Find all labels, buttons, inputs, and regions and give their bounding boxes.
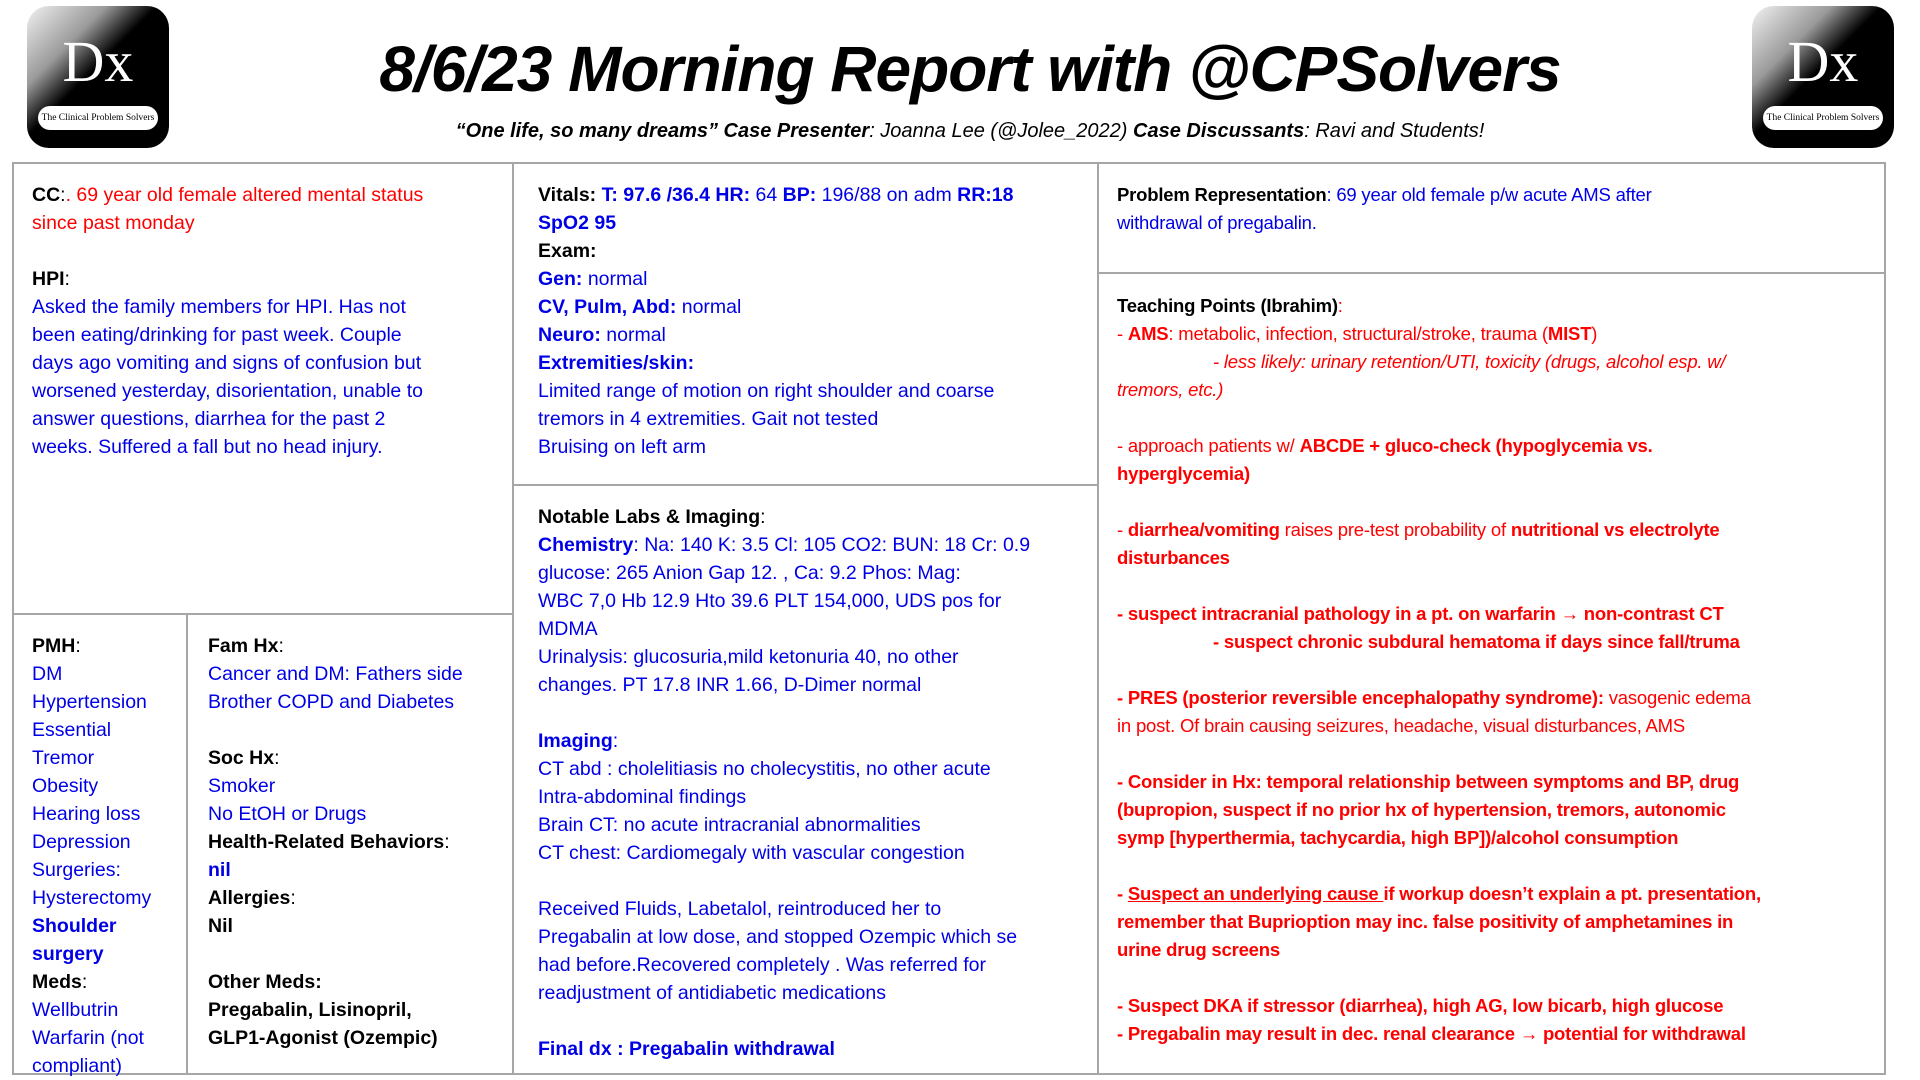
text-label: Nil [208,915,233,937]
text-line [208,772,463,800]
text-line [1117,460,1761,488]
text-value: tremors, etc.) [1117,379,1224,400]
text-line [538,237,1014,265]
teaching-points-text [1117,273,1761,1048]
text-line [208,996,463,1024]
social-history-text [208,613,463,1052]
text-label: Obesity [32,775,99,797]
text-line [1117,1020,1761,1048]
blank-line [538,1007,1030,1035]
text-value: raises pre-test probability of [1279,519,1511,540]
text-value: - less likely: urinary retention/UTI, toxicity (drugs, alcohol esp. w/ [1213,351,1726,372]
text-label: nutritional vs electrolyte [1510,519,1720,540]
text-line [32,800,151,828]
text-label: : Na: 140 K: 3.5 Cl: 105 CO2: BUN: 18 Cr: 0.9 [633,534,1031,556]
cpsolvers-logo-right [1752,6,1894,148]
text-line [538,839,1030,867]
text-line [538,559,1030,587]
text-label: CC [32,184,61,206]
text-line [538,671,1030,699]
text-line [1117,600,1761,628]
text-line [1117,376,1761,404]
text-line [538,727,1030,755]
text-line [1117,628,1761,656]
text-label: SpO2 95 [538,212,617,234]
text-value: vasogenic edema [1603,687,1751,708]
text-value: since past monday [32,212,195,234]
text-value: : metabolic, infection, structural/stroke, trauma ( [1168,323,1548,344]
text-value: - approach patients w/ [1117,435,1300,456]
text-line [538,1035,1030,1063]
cpsolvers-logo-left [27,6,169,148]
text-line [538,433,1014,461]
text-label: Problem Representation [1117,184,1327,205]
text-line [1117,292,1761,320]
text-line [538,979,1030,1007]
text-label: Cancer and DM: Fathers side [208,663,463,685]
text-line [32,940,151,968]
text-line [32,1052,151,1080]
text-value: : [75,635,81,657]
text-line [32,828,151,856]
text-label: CT chest: Cardiomegaly with vascular congestion [538,842,965,864]
text-line [538,615,1030,643]
text-line [32,716,151,744]
subtitle [200,118,1740,144]
text-label: urine drug screens [1117,939,1280,960]
text-value: : [64,268,70,290]
text-value: : [274,747,280,769]
text-label: MIST [1547,323,1592,344]
text-label: Exam: [538,240,597,262]
text-label: Soc Hx [208,747,275,769]
text-label: Warfarin (not [32,1027,144,1049]
text-line [538,783,1030,811]
text-line [32,688,151,716]
text-label: changes. PT 17.8 INR 1.66, D-Dimer normal [538,674,922,696]
text-line [208,912,463,940]
text-line [1117,992,1761,1020]
text-label: days ago vomiting and signs of confusion but [32,352,422,374]
text-line [208,800,463,828]
text-label: Smoker [208,775,276,797]
text-line [1117,181,1652,209]
text-value: : [278,635,284,657]
text-label: compliant) [32,1055,122,1077]
text-label: Received Fluids, Labetalol, reintroduced her to [538,898,942,920]
text-label: No EtOH or Drugs [208,803,367,825]
text-line [32,632,151,660]
logo-tagline: The Clinical Problem Solvers [38,106,158,130]
text-label: (bupropion, suspect if no prior hx of hypertension, tremors, autonomic [1117,799,1726,820]
text-label: Suspect an underlying cause [1127,883,1384,904]
text-label: Hypertension [32,691,147,713]
text-label: - suspect chronic subdural hematoma if days since fall/truma [1213,631,1740,652]
text-line [538,531,1030,559]
text-label: T: 97.6 /36.4 HR: [596,184,751,206]
text-line [1117,712,1761,740]
text-label: GLP1-Agonist (Ozempic) [208,1027,438,1049]
text-label: - Pregabalin may result in dec. renal clearance → potential for withdrawal [1117,1023,1746,1044]
text-label: Surgeries: [32,859,121,881]
text-label: HPI [32,268,65,290]
blank-line [32,237,423,265]
text-line [538,811,1030,839]
text-value: : [444,831,450,853]
text-label: Limited range of motion on right shoulder and coarse [538,380,995,402]
text-line [1117,432,1761,460]
text-value: - [1117,519,1128,540]
text-label: had before.Recovered completely . Was referred for [538,954,986,976]
text-value: : [760,506,766,528]
blank-line [1117,404,1761,432]
text-label: Pregabalin at low dose, and stopped Ozempic which se [538,926,1018,948]
text-line [208,856,463,884]
text-label: normal [676,296,742,318]
text-line [32,181,423,209]
blank-line [208,940,463,968]
text-label: weeks. Suffered a fall but no head injury. [32,436,383,458]
text-label: DM [32,663,63,685]
text-label: Hysterectomy [32,887,152,909]
text-label: readjustment of antidiabetic medications [538,982,886,1004]
text-label: Vitals: [538,184,597,206]
text-label: Essential [32,719,112,741]
text-label: - suspect intracranial pathology in a pt. on warfarin → non-contrast CT [1117,603,1724,624]
text-line [208,828,463,856]
logo-mark: Dx [1787,29,1859,94]
text-line [538,181,1014,209]
vitals-exam-text [538,162,1014,461]
text-line [32,772,151,800]
text-label: normal [600,324,666,346]
text-line [1117,768,1761,796]
text-line [1117,516,1761,544]
text-line [538,377,1014,405]
text-label: CT abd : cholelitiasis no cholecystitis, no other acute [538,758,991,780]
text-line [538,587,1030,615]
blank-line [1117,572,1761,600]
logo-mark: Dx [62,29,134,94]
text-label: AMS [1127,323,1169,344]
presenter-name: : Joanna Lee (@Jolee_2022) [869,120,1134,142]
text-label: - PRES (posterior reversible encephalopathy syndrome): [1117,687,1604,708]
text-label: hyperglycemia) [1117,463,1250,484]
text-label: ABCDE + gluco-check (hypoglycemia vs. [1299,435,1653,456]
text-line [208,884,463,912]
text-label: Brother COPD and Diabetes [208,691,455,713]
text-line [32,1024,151,1052]
text-line [1117,209,1652,237]
text-label: Urinalysis: glucosuria,mild ketonuria 40, no other [538,646,959,668]
text-label: if workup doesn’t explain a pt. presentation, [1383,883,1761,904]
discussants-label: Case Discussants [1133,120,1305,142]
text-label: Pregabalin, Lisinopril, [208,999,412,1021]
text-line [32,660,151,688]
text-line [1117,544,1761,572]
text-line [538,405,1014,433]
text-line [32,433,423,461]
text-label: Imaging [538,730,613,752]
text-label: Bruising on left arm [538,436,706,458]
text-line [538,349,1014,377]
text-line [208,744,463,772]
text-label: been eating/drinking for past week. Couple [32,324,402,346]
text-label: : 69 year old female p/w acute AMS after [1326,184,1652,205]
text-value: in post. Of brain causing seizures, headache, visual disturbances, AMS [1117,715,1686,736]
text-line [1117,936,1761,964]
text-line [32,856,151,884]
text-label: tremors in 4 extremities. Gait not tested [538,408,879,430]
text-label: 64 [750,184,783,206]
text-label: WBC 7,0 Hb 12.9 Hto 39.6 PLT 154,000, UDS pos for [538,590,1002,612]
text-label: CV, Pulm, Abd: [538,296,677,318]
blank-line [1117,656,1761,684]
text-label: Asked the family members for HPI. Has not [32,296,406,318]
cc-hpi-text [32,162,423,461]
text-label: MDMA [538,618,598,640]
labs-imaging-text [538,484,1030,1063]
text-line [1117,348,1761,376]
text-label: remember that Buprioption may inc. false positivity of amphetamines in [1117,911,1734,932]
text-value: ) [1591,323,1598,344]
text-label: BP: [782,184,817,206]
text-label: Intra-abdominal findings [538,786,747,808]
text-label: Brain CT: no acute intracranial abnormalities [538,814,921,836]
blank-line [538,867,1030,895]
text-label: - [1117,883,1128,904]
text-label: PMH [32,635,76,657]
blank-line [1117,488,1761,516]
text-label: Health-Related Behaviors [208,831,445,853]
discussants-names: : Ravi and Students! [1304,120,1485,142]
text-label: answer questions, diarrhea for the past 2 [32,408,386,430]
text-value: . 69 year old female altered mental status [65,184,424,206]
text-label: diarrhea/vomiting [1127,519,1280,540]
text-line [32,293,423,321]
text-line [32,377,423,405]
text-line [208,968,463,996]
text-line [538,503,1030,531]
page-title: 8/6/23 Morning Report with @CPSolvers [379,33,1561,105]
blank-line [1117,852,1761,880]
text-value: - [1117,323,1128,344]
text-label: Extremities/skin: [538,352,695,374]
text-label: - Suspect DKA if stressor (diarrhea), high AG, low bicarb, high glucose [1117,995,1724,1016]
text-label: Depression [32,831,131,853]
text-line [1117,908,1761,936]
case-title-presenter-label: “One life, so many dreams” Case Presenter [455,120,870,142]
text-value: : [81,971,88,993]
text-line [32,349,423,377]
text-line [208,632,463,660]
text-label: worsened yesterday, disorientation, unable to [32,380,423,402]
text-value: : [60,184,66,206]
text-line [32,321,423,349]
text-line [538,951,1030,979]
problem-representation-text [1117,162,1652,237]
text-label: Gen: [538,268,583,290]
text-label: RR:18 [957,184,1014,206]
pmh-text [32,613,151,1080]
text-line [538,895,1030,923]
text-line [32,996,151,1024]
blank-line [1117,964,1761,992]
text-label: Fam Hx [208,635,279,657]
text-label: normal [582,268,648,290]
text-label: Chemistry [538,534,634,556]
text-label: disturbances [1117,547,1230,568]
text-line [208,660,463,688]
text-line [32,405,423,433]
text-label: symp [hyperthermia, tachycardia, high BP])/alcohol consumption [1117,827,1679,848]
text-line [538,209,1014,237]
blank-line [538,699,1030,727]
text-line [538,923,1030,951]
text-label: Wellbutrin [32,999,119,1021]
text-label: surgery [32,943,104,965]
text-label: nil [208,859,231,881]
text-label: Notable Labs & Imaging [538,506,761,528]
logo-tagline: The Clinical Problem Solvers [1763,106,1883,130]
text-label: : [612,730,619,752]
text-line [208,688,463,716]
text-value: : [1337,295,1343,316]
text-label: 196/88 on adm [816,184,958,206]
text-label: withdrawal of pregabalin. [1117,212,1317,233]
text-line [538,643,1030,671]
text-line [32,744,151,772]
text-line [1117,824,1761,852]
text-label: - Consider in Hx: temporal relationship between symptoms and BP, drug [1117,771,1740,792]
text-label: glucose: 265 Anion Gap 12. , Ca: 9.2 Phos: Mag: [538,562,961,584]
text-label: Final dx : Pregabalin withdrawal [538,1038,835,1060]
text-label: Shoulder [32,915,117,937]
text-line [1117,880,1761,908]
text-value: : [290,887,296,909]
text-label: Meds [32,971,82,993]
text-label: Hearing loss [32,803,141,825]
blank-line [1117,740,1761,768]
text-line [1117,796,1761,824]
text-line [208,1024,463,1052]
text-label: Teaching Points (Ibrahim) [1117,295,1338,316]
text-line [538,293,1014,321]
text-line [32,209,423,237]
blank-line [208,716,463,744]
text-line [1117,684,1761,712]
text-label: Neuro: [538,324,601,346]
text-line [32,912,151,940]
text-line [32,265,423,293]
text-label: Other Meds: [208,971,322,993]
text-line [1117,320,1761,348]
text-line [538,321,1014,349]
text-line [32,884,151,912]
text-label: Tremor [32,747,95,769]
text-line [538,265,1014,293]
text-line [32,968,151,996]
text-line [538,755,1030,783]
text-label: Allergies [208,887,291,909]
